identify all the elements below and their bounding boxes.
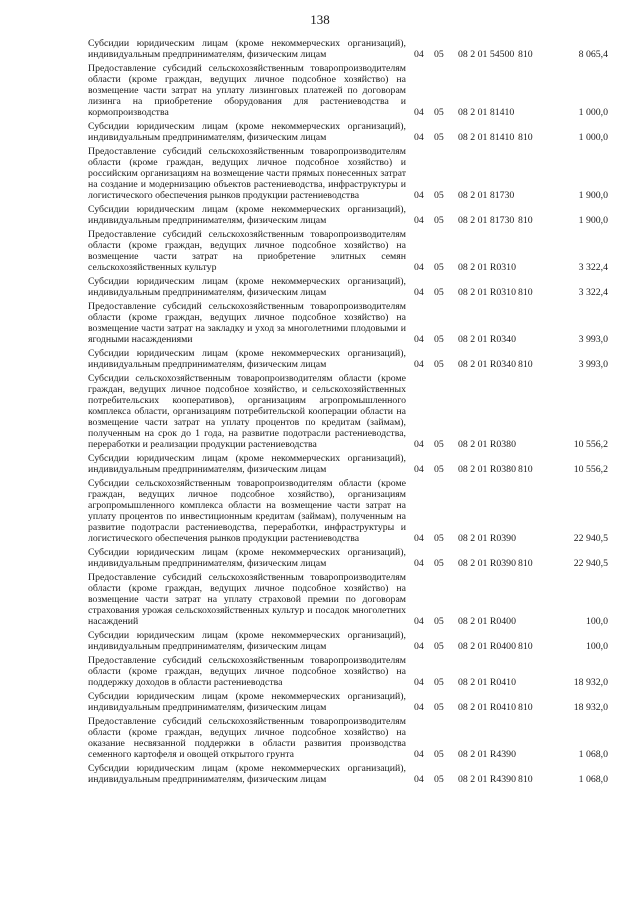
target-article-code: 08 2 01 81730 [458,190,515,201]
table-row [88,763,608,785]
amount: 3 993,0 [578,334,608,345]
table-row [88,63,608,118]
table-row [88,121,608,143]
amount: 3 322,4 [578,287,608,298]
row-description: Предоставление субсидий сельскохозяйственным товаропроизводителям области (кроме граждан, ведущих личное подсобное хозяйство) на возмещение части затрат на уплату лизинговых платежей по договорам лизинга на приобретение оборудования для растениеводства и кормопроизводства [88,63,406,118]
subsection-code: 05 [434,749,444,760]
expense-type-code: 810 [518,359,533,370]
target-article-code: 08 2 01 R0310 [458,262,516,273]
row-description: Предоставление субсидий сельскохозяйственным товаропроизводителям области (кроме граждан, ведущих личное подсобное хозяйство) на возмещение части затрат на закладку и уход за многолетними плодовыми и ягодными насаждениями [88,301,406,345]
section-code: 04 [414,616,424,627]
row-description: Субсидии юридическим лицам (кроме некоммерческих организаций), индивидуальным предпринимателям, физическим лицам [88,38,406,60]
section-code: 04 [414,262,424,273]
subsection-code: 05 [434,439,444,450]
row-description: Предоставление субсидий сельскохозяйственным товаропроизводителям области (кроме граждан, ведущих личное подсобное хозяйство) и российским организациям на возмещение части прямых понесенных затрат на создание и модернизацию объектов растениеводства, инфраструктуры и логистического обеспечения рынков продукции растениеводства [88,146,406,201]
amount: 8 065,4 [578,49,608,60]
subsection-code: 05 [434,49,444,60]
table-row [88,655,608,688]
expense-type-code: 810 [518,774,533,785]
amount: 22 940,5 [573,533,608,544]
target-article-code: 08 2 01 81410 [458,107,515,118]
row-description: Субсидии юридическим лицам (кроме некоммерческих организаций), индивидуальным предпринимателям, физическим лицам [88,763,406,785]
amount: 1 000,0 [578,132,608,143]
budget-table [88,38,608,788]
subsection-code: 05 [434,190,444,201]
target-article-code: 08 2 01 R0340 [458,334,516,345]
section-code: 04 [414,49,424,60]
subsection-code: 05 [434,107,444,118]
table-row [88,572,608,627]
table-row [88,229,608,273]
expense-type-code: 810 [518,287,533,298]
row-description: Субсидии юридическим лицам (кроме некоммерческих организаций), индивидуальным предпринимателям, физическим лицам [88,453,406,475]
target-article-code: 08 2 01 R0380 [458,464,516,475]
amount: 1 000,0 [578,107,608,118]
subsection-code: 05 [434,287,444,298]
section-code: 04 [414,334,424,345]
expense-type-code: 810 [518,215,533,226]
subsection-code: 05 [434,677,444,688]
target-article-code: 08 2 01 R0400 [458,616,516,627]
amount: 100,0 [585,616,608,627]
row-description: Предоставление субсидий сельскохозяйственным товаропроизводителям области (кроме граждан, ведущих личное подсобное хозяйство) на возмещение части затрат на уплату страховой премии по договорам страхования урожая сельскохозяйственных культур и посадок многолетних насаждений [88,572,406,627]
section-code: 04 [414,132,424,143]
table-row [88,38,608,60]
section-code: 04 [414,533,424,544]
table-row [88,301,608,345]
amount: 3 322,4 [578,262,608,273]
target-article-code: 08 2 01 81410 [458,132,515,143]
subsection-code: 05 [434,702,444,713]
row-description: Субсидии юридическим лицам (кроме некоммерческих организаций), индивидуальным предпринимателям, физическим лицам [88,630,406,652]
table-row [88,146,608,201]
section-code: 04 [414,558,424,569]
expense-type-code: 810 [518,49,533,60]
target-article-code: 08 2 01 R0410 [458,702,516,713]
table-row [88,547,608,569]
subsection-code: 05 [434,774,444,785]
section-code: 04 [414,215,424,226]
section-code: 04 [414,774,424,785]
subsection-code: 05 [434,558,444,569]
amount: 1 900,0 [578,190,608,201]
row-description: Субсидии юридическим лицам (кроме некоммерческих организаций), индивидуальным предпринимателям, физическим лицам [88,348,406,370]
row-description: Предоставление субсидий сельскохозяйственным товаропроизводителям области (кроме граждан, ведущих личное подсобное хозяйство) на оказание несвязанной поддержки в области развития производства семенного картофеля и овощей открытого грунта [88,716,406,760]
table-row [88,204,608,226]
section-code: 04 [414,190,424,201]
section-code: 04 [414,439,424,450]
row-description: Субсидии юридическим лицам (кроме некоммерческих организаций), индивидуальным предпринимателям, физическим лицам [88,276,406,298]
amount: 10 556,2 [573,464,608,475]
row-description: Субсидии юридическим лицам (кроме некоммерческих организаций), индивидуальным предпринимателям, физическим лицам [88,121,406,143]
target-article-code: 08 2 01 R0400 [458,641,516,652]
amount: 1 900,0 [578,215,608,226]
subsection-code: 05 [434,464,444,475]
target-article-code: 08 2 01 R0390 [458,533,516,544]
target-article-code: 08 2 01 R0380 [458,439,516,450]
table-row [88,373,608,450]
table-row [88,716,608,760]
table-row [88,691,608,713]
table-row [88,630,608,652]
expense-type-code: 810 [518,702,533,713]
subsection-code: 05 [434,359,444,370]
amount: 18 932,0 [573,677,608,688]
amount: 3 993,0 [578,359,608,370]
row-description: Предоставление субсидий сельскохозяйственным товаропроизводителям области (кроме граждан, ведущих личное подсобное хозяйство) на возмещение части затрат на приобретение элитных семян сельскохозяйственных культур [88,229,406,273]
target-article-code: 08 2 01 R4390 [458,774,516,785]
table-row [88,478,608,544]
target-article-code: 08 2 01 54500 [458,49,515,60]
table-row [88,348,608,370]
section-code: 04 [414,677,424,688]
section-code: 04 [414,107,424,118]
row-description: Субсидии юридическим лицам (кроме некоммерческих организаций), индивидуальным предпринимателям, физическим лицам [88,691,406,713]
row-description: Субсидии юридическим лицам (кроме некоммерческих организаций), индивидуальным предпринимателям, физическим лицам [88,204,406,226]
table-row [88,453,608,475]
amount: 22 940,5 [573,558,608,569]
row-description: Предоставление субсидий сельскохозяйственным товаропроизводителям области (кроме граждан, ведущих личное подсобное хозяйство) на поддержку доходов в области растениеводства [88,655,406,688]
amount: 100,0 [585,641,608,652]
subsection-code: 05 [434,132,444,143]
table-row [88,276,608,298]
row-description: Субсидии сельскохозяйственным товаропроизводителям области (кроме граждан, ведущих личное подсобное хозяйство), организациям агропромышленного комплекса области на возмещение части затрат на уплату процентов по инвестиционным кредитам (займам), полученным на развитие подотрасли растениеводства, переработки, инфраструктуры и логистического обеспечения рынков продукции растениеводства [88,478,406,544]
subsection-code: 05 [434,262,444,273]
amount: 18 932,0 [573,702,608,713]
target-article-code: 08 2 01 R4390 [458,749,516,760]
subsection-code: 05 [434,215,444,226]
target-article-code: 08 2 01 R0340 [458,359,516,370]
section-code: 04 [414,287,424,298]
expense-type-code: 810 [518,132,533,143]
section-code: 04 [414,749,424,760]
target-article-code: 08 2 01 R0390 [458,558,516,569]
target-article-code: 08 2 01 R0310 [458,287,516,298]
row-description: Субсидии сельскохозяйственным товаропроизводителям области (кроме граждан, ведущих личное подсобное хозяйство, и сельскохозяйственных потребительских кооперативов), организациям агропромышленного комплекса области, организациям потребительской кооперации области на возмещение части затрат на уплату процентов по кредитам (займам), полученным на срок до 1 года, на развитие подотрасли растениеводства, переработки и реализации продукции растениеводства [88,373,406,450]
section-code: 04 [414,464,424,475]
section-code: 04 [414,359,424,370]
subsection-code: 05 [434,616,444,627]
expense-type-code: 810 [518,464,533,475]
row-description: Субсидии юридическим лицам (кроме некоммерческих организаций), индивидуальным предпринимателям, физическим лицам [88,547,406,569]
subsection-code: 05 [434,641,444,652]
page-number: 138 [310,12,330,27]
expense-type-code: 810 [518,641,533,652]
target-article-code: 08 2 01 81730 [458,215,515,226]
target-article-code: 08 2 01 R0410 [458,677,516,688]
subsection-code: 05 [434,334,444,345]
section-code: 04 [414,702,424,713]
amount: 1 068,0 [578,749,608,760]
amount: 1 068,0 [578,774,608,785]
amount: 10 556,2 [573,439,608,450]
subsection-code: 05 [434,533,444,544]
expense-type-code: 810 [518,558,533,569]
section-code: 04 [414,641,424,652]
